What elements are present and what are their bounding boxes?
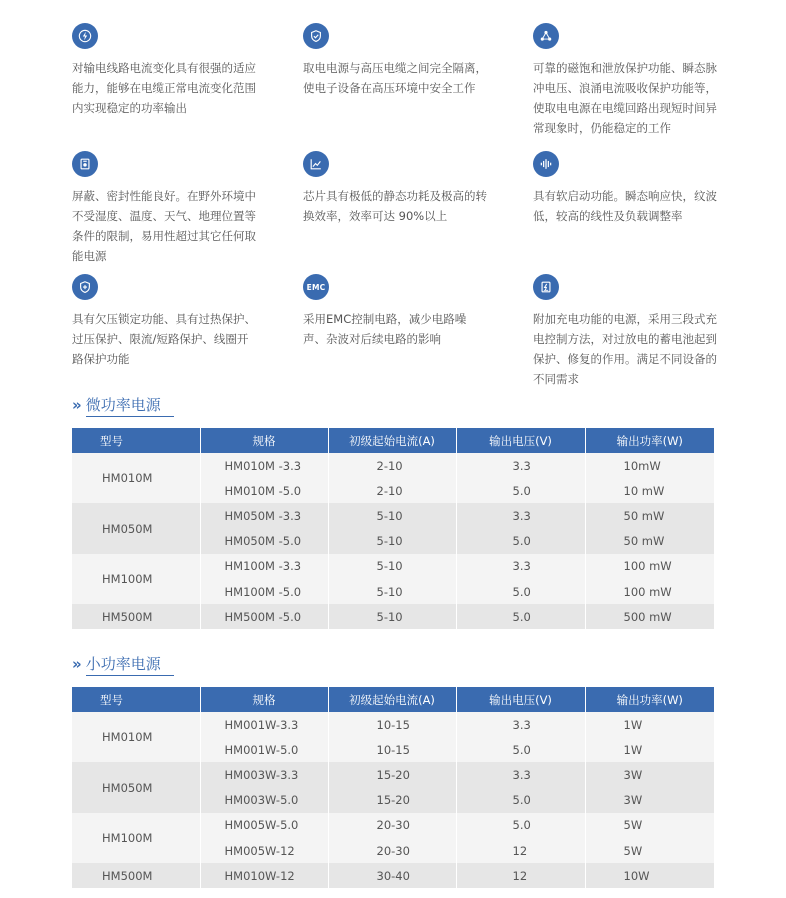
feature-text: 具有软启动功能。瞬态响应快，纹波低，较高的线性及负载调整率 xyxy=(533,189,717,223)
current-cell: 20-30 xyxy=(328,838,456,863)
current-cell: 2-10 xyxy=(328,478,456,503)
col-header-model: 型号 xyxy=(72,687,200,712)
model-cell: HM010M xyxy=(72,712,200,762)
spec-cell: HM010M -5.0 xyxy=(200,478,328,503)
power-cell: 500 mW xyxy=(585,604,714,629)
power-cell: 100 mW xyxy=(585,554,714,579)
power-cell: 1W xyxy=(585,737,714,762)
voltage-cell: 5.0 xyxy=(456,579,585,604)
feature-text: 可靠的磁饱和泄放保护功能、瞬态脉冲电压、浪涌电流吸收保护功能等，使取电电源在电缆回路出现短时间异常现象时，仍能稳定的工作 xyxy=(533,61,717,135)
current-cell: 5-10 xyxy=(328,554,456,579)
spec-cell: HM003W-5.0 xyxy=(200,788,328,813)
spec-cell: HM500M -5.0 xyxy=(200,604,328,629)
feature-text: 具有欠压锁定功能、具有过热保护、过压保护、限流/短路保护、线圈开路保护功能 xyxy=(72,312,256,366)
feature-2 xyxy=(303,23,493,98)
section-title-low-power: » 小功率电源 xyxy=(72,653,174,675)
spec-cell: HM005W-12 xyxy=(200,838,328,863)
voltage-cell: 5.0 xyxy=(456,813,585,838)
power-cell: 3W xyxy=(585,762,714,787)
table-row xyxy=(72,712,714,737)
model-cell: HM050M xyxy=(72,503,200,553)
current-cell: 20-30 xyxy=(328,813,456,838)
current-cell: 15-20 xyxy=(328,762,456,787)
col-header-voltage: 输出电压(V) xyxy=(456,687,585,712)
low-power-table xyxy=(72,687,714,888)
table-header-row xyxy=(72,428,714,453)
table-row xyxy=(72,813,714,838)
col-header-spec: 规格 xyxy=(200,428,328,453)
col-header-voltage: 输出电压(V) xyxy=(456,428,585,453)
model-cell: HM100M xyxy=(72,813,200,863)
double-chevron-icon: » xyxy=(72,396,80,414)
emc-icon: EMC xyxy=(303,274,329,300)
voltage-cell: 3.3 xyxy=(456,503,585,528)
charging-doc-icon xyxy=(533,274,559,300)
feature-4 xyxy=(72,151,262,266)
voltage-cell: 5.0 xyxy=(456,478,585,503)
col-header-current: 初级起始电流(A) xyxy=(328,687,456,712)
spec-cell: HM100M -3.3 xyxy=(200,554,328,579)
spec-cell: HM010W-12 xyxy=(200,863,328,888)
model-cell: HM500M xyxy=(72,863,200,888)
power-cell: 50 mW xyxy=(585,529,714,554)
power-cell: 10W xyxy=(585,863,714,888)
model-cell: HM050M xyxy=(72,762,200,812)
power-cell: 10 mW xyxy=(585,478,714,503)
power-cell: 1W xyxy=(585,712,714,737)
current-cell: 5-10 xyxy=(328,503,456,528)
current-cell: 10-15 xyxy=(328,712,456,737)
spec-cell: HM005W-5.0 xyxy=(200,813,328,838)
shield-plus-icon xyxy=(72,274,98,300)
feature-7 xyxy=(72,274,262,369)
power-cell: 100 mW xyxy=(585,579,714,604)
power-cell: 5W xyxy=(585,813,714,838)
feature-6 xyxy=(533,151,723,226)
voltage-cell: 3.3 xyxy=(456,554,585,579)
table-row xyxy=(72,604,714,629)
col-header-spec: 规格 xyxy=(200,687,328,712)
feature-text: 对输电线路电流变化具有很强的适应能力，能够在电缆正常电流变化范围内实现稳定的功率输出 xyxy=(72,61,256,115)
col-header-power: 输出功率(W) xyxy=(585,428,714,453)
spec-cell: HM100M -5.0 xyxy=(200,579,328,604)
table-header-row xyxy=(72,687,714,712)
model-cell: HM100M xyxy=(72,554,200,604)
model-cell: HM010M xyxy=(72,453,200,503)
table-row xyxy=(72,554,714,579)
power-cell: 3W xyxy=(585,788,714,813)
voltage-cell: 3.3 xyxy=(456,712,585,737)
waveform-icon xyxy=(533,151,559,177)
power-cell: 5W xyxy=(585,838,714,863)
table-row xyxy=(72,503,714,528)
feature-1 xyxy=(72,23,262,118)
current-cell: 30-40 xyxy=(328,863,456,888)
feature-3 xyxy=(533,23,723,138)
spec-cell: HM001W-3.3 xyxy=(200,712,328,737)
table-row xyxy=(72,762,714,787)
feature-text: 采用EMC控制电路，减少电路噪声、杂波对后续电路的影响 xyxy=(303,312,467,346)
power-cell: 10mW xyxy=(585,453,714,478)
shield-check-icon xyxy=(303,23,329,49)
current-cell: 5-10 xyxy=(328,579,456,604)
section-title-micro-power: » 微功率电源 xyxy=(72,394,174,416)
current-cell: 5-10 xyxy=(328,604,456,629)
spec-cell: HM003W-3.3 xyxy=(200,762,328,787)
feature-text: 芯片具有极低的静态功耗及极高的转换效率，效率可达 90%以上 xyxy=(303,189,487,223)
voltage-cell: 12 xyxy=(456,863,585,888)
voltage-cell: 5.0 xyxy=(456,529,585,554)
voltage-cell: 5.0 xyxy=(456,604,585,629)
table-row xyxy=(72,863,714,888)
feature-text: 附加充电功能的电源，采用三段式充电控制方法，对过放电的蓄电池起到保护、修复的作用。满足不同设备的不同需求 xyxy=(533,312,717,386)
voltage-cell: 3.3 xyxy=(456,762,585,787)
sealed-box-icon xyxy=(72,151,98,177)
feature-8 xyxy=(303,274,493,349)
feature-5 xyxy=(303,151,493,226)
feature-text: 屏蔽、密封性能良好。在野外环境中不受湿度、温度、天气、地理位置等条件的限制，易用性超过其它任何取能电源 xyxy=(72,189,256,263)
col-header-power: 输出功率(W) xyxy=(585,687,714,712)
voltage-cell: 5.0 xyxy=(456,737,585,762)
col-header-model: 型号 xyxy=(72,428,200,453)
spec-cell: HM050M -3.3 xyxy=(200,503,328,528)
current-cell: 5-10 xyxy=(328,529,456,554)
voltage-cell: 5.0 xyxy=(456,788,585,813)
voltage-cell: 3.3 xyxy=(456,453,585,478)
trend-chart-icon xyxy=(303,151,329,177)
feature-text: 取电电源与高压电缆之间完全隔离，使电子设备在高压环境中安全工作 xyxy=(303,61,487,95)
network-icon xyxy=(533,23,559,49)
current-cell: 10-15 xyxy=(328,737,456,762)
micro-power-table xyxy=(72,428,714,629)
model-cell: HM500M xyxy=(72,604,200,629)
table-row xyxy=(72,453,714,478)
voltage-cell: 12 xyxy=(456,838,585,863)
current-cell: 15-20 xyxy=(328,788,456,813)
spec-cell: HM010M -3.3 xyxy=(200,453,328,478)
feature-9 xyxy=(533,274,723,389)
lightning-icon xyxy=(72,23,98,49)
spec-cell: HM050M -5.0 xyxy=(200,529,328,554)
power-cell: 50 mW xyxy=(585,503,714,528)
current-cell: 2-10 xyxy=(328,453,456,478)
double-chevron-icon: » xyxy=(72,655,80,673)
spec-cell: HM001W-5.0 xyxy=(200,737,328,762)
col-header-current: 初级起始电流(A) xyxy=(328,428,456,453)
